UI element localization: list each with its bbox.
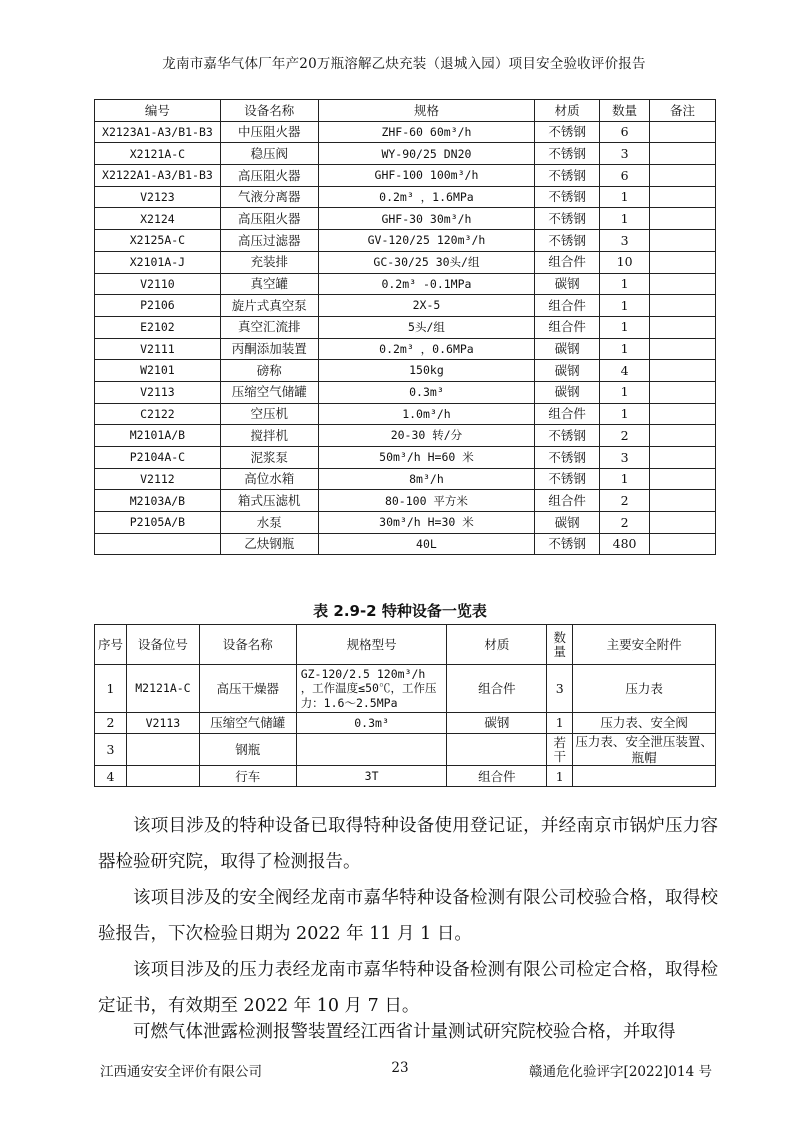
cell-quantity: 1 xyxy=(600,381,650,403)
cell-equip-name: 行车 xyxy=(199,766,296,787)
cell-spec: 0.3m³ xyxy=(318,381,535,403)
cell-code: P2104A-C xyxy=(95,447,221,469)
cell-name: 高压过滤器 xyxy=(220,230,318,252)
cell-remark xyxy=(650,295,716,317)
col-header-code: 编号 xyxy=(95,100,221,122)
cell-equip-name: 高压干燥器 xyxy=(199,665,296,713)
cell-code: M2103A/B xyxy=(95,490,221,512)
cell-name: 空压机 xyxy=(220,403,318,425)
equipment-table xyxy=(94,99,716,555)
cell-code: X2125A-C xyxy=(95,230,221,252)
special-table-header xyxy=(95,625,716,665)
cell-code: V2112 xyxy=(95,468,221,490)
cell-material: 组合件 xyxy=(535,295,600,317)
cell-code: X2121A-C xyxy=(95,143,221,165)
cell-seq: 1 xyxy=(95,665,127,713)
cell-name: 乙炔钢瓶 xyxy=(220,533,318,555)
cell-code: M2101A/B xyxy=(95,425,221,447)
paragraph-gas-detector: 可燃气体泄露检测报警装置经江西省计量测试研究院校验合格，并取得 xyxy=(133,1022,676,1042)
cell-name: 旋片式真空泵 xyxy=(220,295,318,317)
cell-spec: 80-100 平方米 xyxy=(318,490,535,512)
table-row xyxy=(95,208,716,230)
cell-model: GZ-120/2.5 120m³/h ，工作温度≤50℃，工作压力：1.6～2.5MPa xyxy=(296,665,447,713)
cell-quantity: 10 xyxy=(600,251,650,273)
cell-material: 碳钢 xyxy=(535,381,600,403)
table-row xyxy=(95,713,716,734)
cell-material: 不锈钢 xyxy=(535,468,600,490)
cell-position xyxy=(126,766,199,787)
cell-name: 水泵 xyxy=(220,512,318,534)
cell-spec: 20-30 转/分 xyxy=(318,425,535,447)
col-header-name: 设备名称 xyxy=(220,100,318,122)
cell-position: V2113 xyxy=(126,713,199,734)
cell-quantity: 3 xyxy=(600,143,650,165)
cell-quantity: 6 xyxy=(600,165,650,187)
cell-equip-name: 压缩空气储罐 xyxy=(199,713,296,734)
table-row xyxy=(95,468,716,490)
cell-remark xyxy=(650,425,716,447)
cell-material: 碳钢 xyxy=(535,512,600,534)
cell-name: 高位水箱 xyxy=(220,468,318,490)
table-row xyxy=(95,490,716,512)
cell-remark xyxy=(650,208,716,230)
cell-spec: GC-30/25 30头/组 xyxy=(318,251,535,273)
cell-name: 气液分离器 xyxy=(220,186,318,208)
table-row xyxy=(95,143,716,165)
cell-material: 组合件 xyxy=(535,403,600,425)
report-header: 龙南市嘉华气体厂年产20万瓶溶解乙炔充装（退城入园）项目安全验收评价报告 xyxy=(162,56,646,72)
cell-sp-material: 组合件 xyxy=(447,665,547,713)
cell-spec: 30m³/h H=30 米 xyxy=(318,512,535,534)
cell-sp-material xyxy=(447,734,547,766)
table-row xyxy=(95,121,716,143)
col-header-quantity: 数量 xyxy=(600,100,650,122)
cell-quantity: 1 xyxy=(600,273,650,295)
cell-quantity: 3 xyxy=(600,447,650,469)
cell-seq: 4 xyxy=(95,766,127,787)
cell-position: M2121A-C xyxy=(126,665,199,713)
cell-name: 搅拌机 xyxy=(220,425,318,447)
col-header-sp-quantity: 数量 xyxy=(547,625,573,665)
cell-quantity: 2 xyxy=(600,512,650,534)
cell-position xyxy=(126,734,199,766)
cell-spec: 0.2m³ ，1.6MPa xyxy=(318,186,535,208)
cell-code: P2106 xyxy=(95,295,221,317)
table-row xyxy=(95,338,716,360)
cell-material: 不锈钢 xyxy=(535,425,600,447)
cell-spec: 1.0m³/h xyxy=(318,403,535,425)
cell-accessories xyxy=(573,766,716,787)
cell-model: 0.3m³ xyxy=(296,713,447,734)
cell-remark xyxy=(650,512,716,534)
table-row xyxy=(95,230,716,252)
cell-remark xyxy=(650,273,716,295)
cell-name: 磅称 xyxy=(220,360,318,382)
cell-material: 不锈钢 xyxy=(535,143,600,165)
cell-spec: 0.2m³ -0.1MPa xyxy=(318,273,535,295)
table-row xyxy=(95,533,716,555)
cell-quantity: 2 xyxy=(600,425,650,447)
cell-name: 高压阻火器 xyxy=(220,208,318,230)
cell-equip-name: 钢瓶 xyxy=(199,734,296,766)
cell-code: P2105A/B xyxy=(95,512,221,534)
cell-accessories: 压力表、安全阀 xyxy=(573,713,716,734)
cell-code: V2113 xyxy=(95,381,221,403)
cell-remark xyxy=(650,121,716,143)
cell-quantity: 1 xyxy=(600,338,650,360)
table-row xyxy=(95,381,716,403)
cell-spec: 50m³/h H=60 米 xyxy=(318,447,535,469)
cell-material: 不锈钢 xyxy=(535,447,600,469)
col-header-position: 设备位号 xyxy=(126,625,199,665)
cell-quantity: 1 xyxy=(600,316,650,338)
table-row xyxy=(95,360,716,382)
cell-quantity: 4 xyxy=(600,360,650,382)
col-header-accessories: 主要安全附件 xyxy=(573,625,716,665)
cell-sp-quantity: 若干 xyxy=(547,734,573,766)
cell-spec: 8m³/h xyxy=(318,468,535,490)
table-row xyxy=(95,251,716,273)
cell-quantity: 480 xyxy=(600,533,650,555)
col-header-seq: 序号 xyxy=(95,625,127,665)
cell-seq: 2 xyxy=(95,713,127,734)
table-row xyxy=(95,186,716,208)
cell-spec: GHF-30 30m³/h xyxy=(318,208,535,230)
cell-name: 中压阻火器 xyxy=(220,121,318,143)
cell-spec: 5头/组 xyxy=(318,316,535,338)
cell-seq: 3 xyxy=(95,734,127,766)
cell-quantity: 1 xyxy=(600,295,650,317)
cell-model: 3T xyxy=(296,766,447,787)
cell-remark xyxy=(650,468,716,490)
special-table-caption: 表 2.9-2 特种设备一览表 xyxy=(313,602,487,620)
cell-code: C2122 xyxy=(95,403,221,425)
table-row xyxy=(95,734,716,766)
cell-quantity: 1 xyxy=(600,208,650,230)
cell-code: X2101A-J xyxy=(95,251,221,273)
cell-remark xyxy=(650,360,716,382)
cell-material: 碳钢 xyxy=(535,360,600,382)
cell-quantity: 1 xyxy=(600,186,650,208)
cell-name: 稳压阀 xyxy=(220,143,318,165)
cell-name: 高压阻火器 xyxy=(220,165,318,187)
cell-remark xyxy=(650,381,716,403)
special-equipment-table xyxy=(94,624,716,787)
footer-document-number: 赣通危化验评字[2022]014 号 xyxy=(529,1064,712,1080)
cell-quantity: 1 xyxy=(600,468,650,490)
cell-remark xyxy=(650,403,716,425)
col-header-sp-material: 材质 xyxy=(447,625,547,665)
cell-spec: 2X-5 xyxy=(318,295,535,317)
table-row xyxy=(95,447,716,469)
cell-remark xyxy=(650,165,716,187)
equipment-table-header xyxy=(95,100,716,122)
cell-sp-material: 组合件 xyxy=(447,766,547,787)
table-row xyxy=(95,316,716,338)
cell-code: X2122A1-A3/B1-B3 xyxy=(95,165,221,187)
cell-remark xyxy=(650,447,716,469)
col-header-spec: 规格 xyxy=(318,100,535,122)
cell-material: 组合件 xyxy=(535,490,600,512)
cell-spec: ZHF-60 60m³/h xyxy=(318,121,535,143)
cell-name: 丙酮添加装置 xyxy=(220,338,318,360)
cell-accessories: 压力表 xyxy=(573,665,716,713)
cell-quantity: 3 xyxy=(600,230,650,252)
cell-spec: 0.2m³ ，0.6MPa xyxy=(318,338,535,360)
cell-quantity: 1 xyxy=(600,403,650,425)
cell-code: V2110 xyxy=(95,273,221,295)
cell-remark xyxy=(650,251,716,273)
col-header-material: 材质 xyxy=(535,100,600,122)
cell-material: 不锈钢 xyxy=(535,165,600,187)
cell-remark xyxy=(650,533,716,555)
cell-sp-quantity: 3 xyxy=(547,665,573,713)
cell-code: V2111 xyxy=(95,338,221,360)
col-header-equip-name: 设备名称 xyxy=(199,625,296,665)
col-header-model: 规格型号 xyxy=(296,625,447,665)
cell-code xyxy=(95,533,221,555)
col-header-remark: 备注 xyxy=(650,100,716,122)
cell-material: 组合件 xyxy=(535,251,600,273)
cell-remark xyxy=(650,186,716,208)
table-row xyxy=(95,512,716,534)
paragraph-pressure-gauge: 该项目涉及的压力表经龙南市嘉华特种设备检测有限公司检定合格，取得检定证书，有效期至 2022 年 10 月 7 日。 xyxy=(98,960,718,1016)
cell-material: 不锈钢 xyxy=(535,186,600,208)
cell-remark xyxy=(650,143,716,165)
table-row xyxy=(95,665,716,713)
cell-name: 压缩空气储罐 xyxy=(220,381,318,403)
cell-name: 箱式压滤机 xyxy=(220,490,318,512)
cell-code: E2102 xyxy=(95,316,221,338)
cell-sp-material: 碳钢 xyxy=(447,713,547,734)
table-row xyxy=(95,766,716,787)
cell-material: 不锈钢 xyxy=(535,208,600,230)
cell-code: V2123 xyxy=(95,186,221,208)
cell-spec: GHF-100 100m³/h xyxy=(318,165,535,187)
cell-quantity: 2 xyxy=(600,490,650,512)
page-number: 23 xyxy=(391,1060,409,1076)
table-row xyxy=(95,403,716,425)
table-row xyxy=(95,425,716,447)
cell-material: 不锈钢 xyxy=(535,121,600,143)
cell-name: 泥浆泵 xyxy=(220,447,318,469)
cell-material: 碳钢 xyxy=(535,338,600,360)
cell-remark xyxy=(650,230,716,252)
cell-remark xyxy=(650,338,716,360)
cell-remark xyxy=(650,490,716,512)
cell-spec: 40L xyxy=(318,533,535,555)
table-row xyxy=(95,165,716,187)
cell-code: W2101 xyxy=(95,360,221,382)
cell-material: 不锈钢 xyxy=(535,533,600,555)
paragraph-safety-valve: 该项目涉及的安全阀经龙南市嘉华特种设备检测有限公司校验合格，取得校验报告，下次检验日期为 2022 年 11 月 1 日。 xyxy=(98,888,718,944)
cell-spec: WY-90/25 DN20 xyxy=(318,143,535,165)
table-row xyxy=(95,295,716,317)
cell-sp-quantity: 1 xyxy=(547,766,573,787)
paragraph-registration: 该项目涉及的特种设备已取得特种设备使用登记证，并经南京市锅炉压力容器检验研究院，取得了检测报告。 xyxy=(98,816,718,872)
cell-code: X2123A1-A3/B1-B3 xyxy=(95,121,221,143)
table-row xyxy=(95,273,716,295)
cell-name: 充装排 xyxy=(220,251,318,273)
cell-model xyxy=(296,734,447,766)
cell-material: 组合件 xyxy=(535,316,600,338)
cell-sp-quantity: 1 xyxy=(547,713,573,734)
cell-remark xyxy=(650,316,716,338)
footer-company: 江西通安安全评价有限公司 xyxy=(100,1064,262,1080)
cell-quantity: 6 xyxy=(600,121,650,143)
cell-spec: GV-120/25 120m³/h xyxy=(318,230,535,252)
cell-name: 真空罐 xyxy=(220,273,318,295)
cell-material: 不锈钢 xyxy=(535,230,600,252)
cell-accessories: 压力表、安全泄压装置、瓶帽 xyxy=(573,734,716,766)
cell-name: 真空汇流排 xyxy=(220,316,318,338)
cell-material: 碳钢 xyxy=(535,273,600,295)
cell-spec: 150kg xyxy=(318,360,535,382)
cell-code: X2124 xyxy=(95,208,221,230)
